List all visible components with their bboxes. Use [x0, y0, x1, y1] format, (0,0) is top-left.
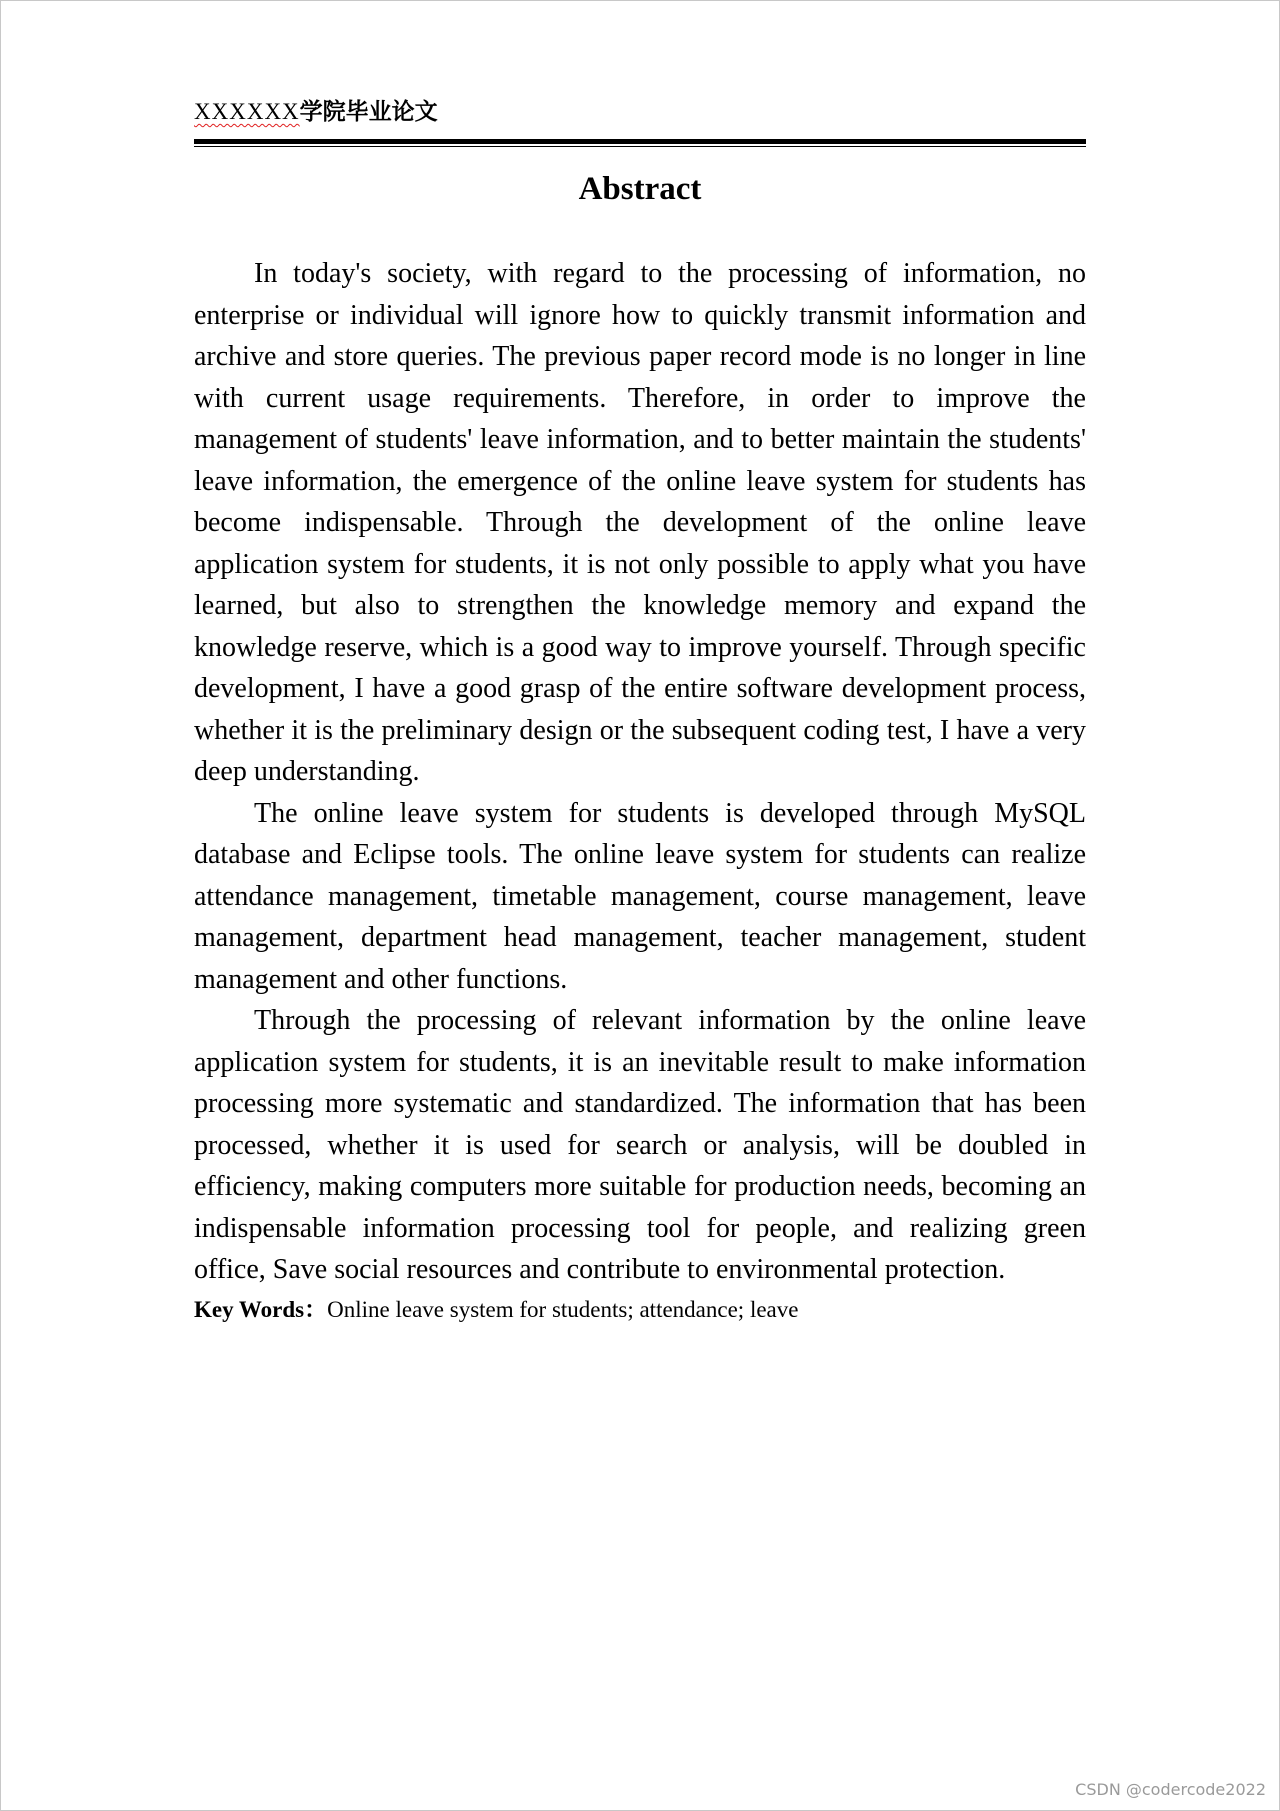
header-school-placeholder: XXXXXX	[194, 99, 300, 124]
abstract-paragraph-3: Through the processing of relevant information by the online leave application system for students, it is an inevitable result to make information processing more systematic and standardized. The information that has been processed, whether it is used for search or analysis, will be doubled in efficiency, making computers more suitable for production needs, becoming an indispensable information processing tool for people, and realizing green office, Save social resources and contribute to environmental protection.	[194, 1005, 1086, 1285]
header-rule-thin	[194, 146, 1086, 147]
abstract-paragraph-2: The online leave system for students is developed through MySQL database and Eclipse tools. The online leave system for students can realize attendance management, timetable management, course management, leave management, department head management, teacher management, student management and other functions.	[194, 797, 1086, 995]
header-rule-thick	[194, 139, 1086, 144]
header-title-suffix: 学院毕业论文	[299, 98, 438, 125]
abstract-body	[194, 253, 1086, 1327]
keywords-line	[194, 1293, 1086, 1327]
keywords-value: Online leave system for students; attendance; leave	[327, 1296, 799, 1322]
csdn-watermark: CSDN @codercode2022	[1075, 1780, 1266, 1799]
thesis-header	[194, 97, 1086, 127]
abstract-title: Abstract	[578, 171, 702, 207]
keywords-label: Key Words：	[194, 1296, 328, 1322]
abstract-paragraph-1: In today's society, with regard to the processing of information, no enterprise or individual will ignore how to quickly transmit information and archive and store queries. The previous paper record mode is no longer in line with current usage requirements. Therefore, in order to improve the management of students' leave information, and to better maintain the students' leave information, the emergence of the online leave system for students has become indispensable. Through the development of the online leave application system for students, it is not only possible to apply what you have learned, but also to strengthen the knowledge memory and expand the knowledge reserve, which is a good way to improve yourself. Through specific development, I have a good grasp of the entire software development process, whether it is the preliminary design or the subsequent coding test, I have a very deep understanding.	[194, 258, 1086, 787]
